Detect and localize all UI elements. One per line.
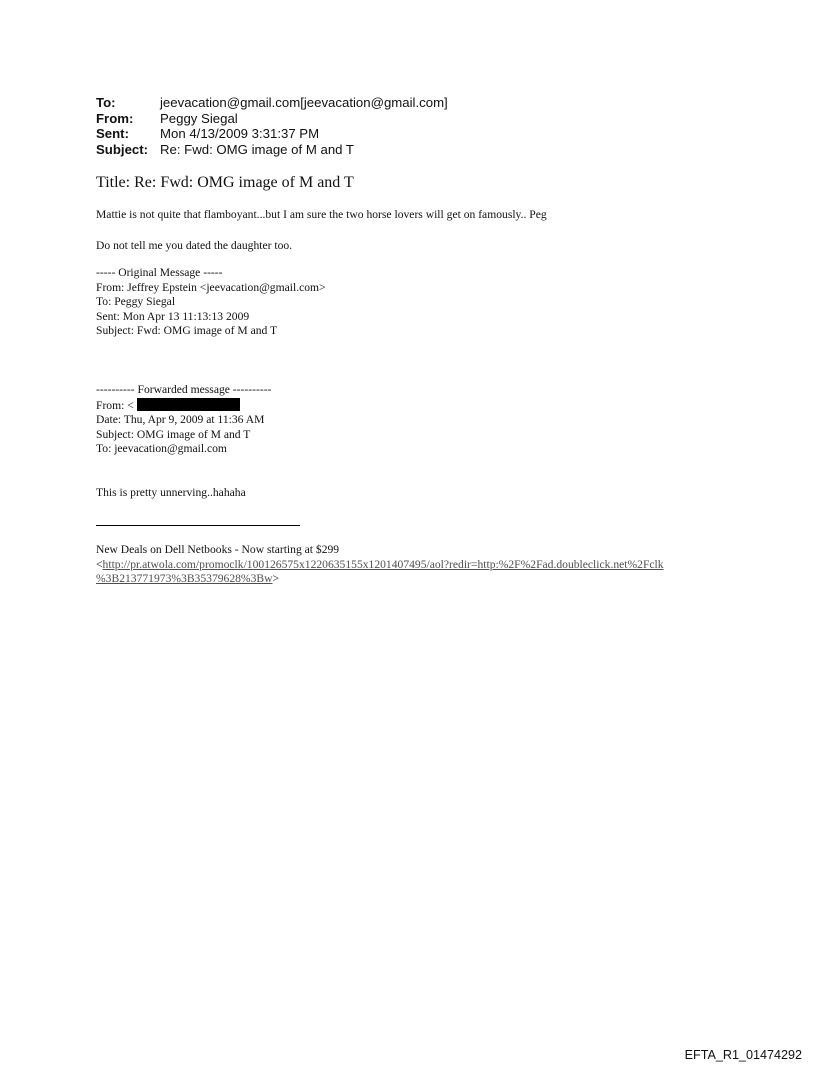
to-value: jeevacation@gmail.com[jeevacation@gmail.com] bbox=[160, 95, 448, 110]
subject-row bbox=[96, 142, 448, 158]
forwarded-subject: Subject: OMG image of M and T bbox=[96, 427, 251, 441]
body-line-1: Mattie is not quite that flamboyant...but I am sure the two horse lovers will get on famously.. Peg bbox=[96, 208, 547, 221]
ad-link-line-2 bbox=[96, 572, 664, 587]
original-sent: Sent: Mon Apr 13 11:13:13 2009 bbox=[96, 309, 250, 323]
body-line-2: Do not tell me you dated the daughter too. bbox=[96, 239, 293, 252]
ad-link-part-2[interactable]: %3B213771973%3B35379628%3Bw bbox=[96, 572, 273, 586]
subject-label: Subject: bbox=[96, 141, 149, 157]
original-to: To: Peggy Siegal bbox=[96, 295, 176, 309]
sent-value: Mon 4/13/2009 3:31:37 PM bbox=[160, 126, 320, 141]
forwarded-separator: ---------- Forwarded message ---------- bbox=[96, 383, 272, 396]
document-id: EFTA_R1_01474292 bbox=[684, 1048, 802, 1062]
ad-link-part-1[interactable]: http://pr.atwola.com/promoclk/100126575x1220635155x1201407495/aol?redir=http:%2F%2Fad.doubleclick.net%2Fclk bbox=[102, 557, 664, 571]
sent-row bbox=[96, 126, 448, 142]
ad-block bbox=[96, 543, 664, 587]
forwarded-to: To: jeevacation@gmail.com bbox=[96, 442, 227, 456]
from-value: Peggy Siegal bbox=[160, 110, 238, 126]
to-label: To: bbox=[96, 95, 116, 110]
from-row bbox=[96, 111, 448, 127]
ad-text: New Deals on Dell Netbooks - Now starting at $299 bbox=[96, 543, 340, 556]
original-separator: ----- Original Message ----- bbox=[96, 266, 223, 279]
from-label: From: bbox=[96, 110, 134, 126]
ad-link-line-1 bbox=[96, 558, 664, 573]
subject-value: Re: Fwd: OMG image of M and T bbox=[160, 141, 354, 157]
signature-divider bbox=[96, 525, 300, 526]
forwarded-from-line bbox=[96, 398, 271, 414]
original-message-block bbox=[96, 266, 326, 339]
forwarded-message-block bbox=[96, 383, 271, 457]
to-row bbox=[96, 95, 448, 111]
email-header bbox=[96, 95, 448, 157]
redaction-bar bbox=[137, 398, 240, 411]
original-subject: Subject: Fwd: OMG image of M and T bbox=[96, 324, 278, 338]
original-from: From: Jeffrey Epstein <jeevacation@gmail.com> bbox=[96, 280, 326, 294]
sent-label: Sent: bbox=[96, 126, 129, 141]
forwarded-from-prefix: From: < bbox=[96, 398, 134, 412]
forwarded-body: This is pretty unnerving..hahaha bbox=[96, 486, 246, 499]
forwarded-date: Date: Thu, Apr 9, 2009 at 11:36 AM bbox=[96, 413, 265, 427]
ad-link-open: < bbox=[96, 557, 103, 571]
email-title: Title: Re: Fwd: OMG image of M and T bbox=[96, 174, 354, 191]
ad-link-close: > bbox=[272, 572, 280, 586]
